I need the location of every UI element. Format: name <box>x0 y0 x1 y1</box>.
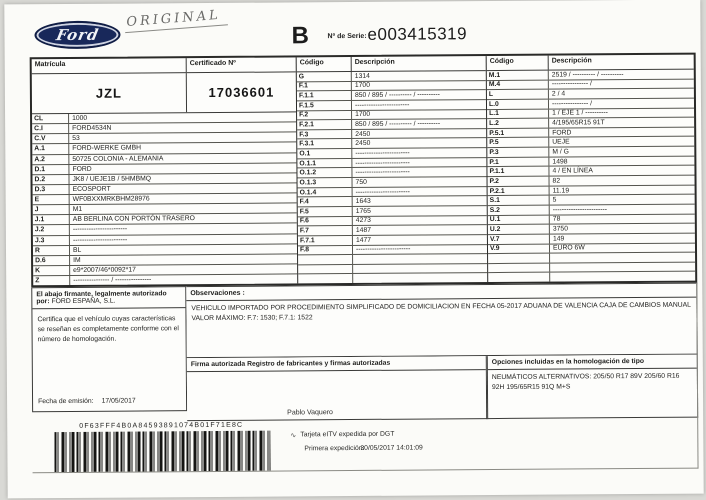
table-row <box>298 274 487 284</box>
table-row <box>488 272 695 282</box>
row-code: L.1 <box>487 109 549 118</box>
row-code: CL <box>32 114 69 123</box>
row-value: ------------------------ <box>354 101 410 109</box>
row-value: 11.19 <box>552 187 570 195</box>
row-code: P.1 <box>487 157 549 166</box>
right-header-row <box>487 55 694 71</box>
row-code: P.2 <box>488 177 550 186</box>
row-code: F.3.1 <box>297 139 352 148</box>
row-value: 1487 <box>355 226 372 235</box>
row-code: M.4 <box>487 80 549 89</box>
matricula-value: JZL <box>32 73 187 113</box>
certifier-header <box>32 287 185 309</box>
row-value: ------------------------ <box>72 226 128 234</box>
row-value: 1314 <box>354 72 370 80</box>
ford-logo-text: Ford <box>54 25 101 45</box>
row-value: M / G <box>552 148 569 156</box>
row-code: G <box>297 72 352 81</box>
row-code: L <box>487 90 549 99</box>
opciones-label: Opciones incluidas en la homologación de tipo <box>488 355 697 370</box>
row-value: FORD4534N <box>72 124 112 133</box>
row-value: ---------------- / <box>551 80 592 89</box>
row-code: U.2 <box>488 225 550 234</box>
row-value: AB BERLINA CON PORTÓN TRASERO <box>72 215 195 224</box>
row-code: A.2 <box>32 154 69 163</box>
row-value <box>550 262 695 272</box>
row-value: 1 / EJE 1 / ---------- <box>552 109 608 118</box>
observaciones-text: VEHICULO IMPORTADO POR PROCEDIMIENTO SIMPLIFICADO DE DOMICILIACION EN FECHA 05-2017 ADUANA DE VALENCIA CAJA DE CAMBIOS MANUAL VALOR MÁXIMO: F.7: 1530; F.7.1: 1522 <box>191 301 691 322</box>
firma-box <box>187 356 487 421</box>
firma-label: Firma autorizada Registro de fabricantes y firmas autorizadas <box>187 356 486 372</box>
primera-expedicion-value: 30/05/2017 14:01:09 <box>360 444 423 452</box>
row-value: ------------------------ <box>355 168 410 177</box>
row-value: BL <box>72 246 82 254</box>
row-code: C.V <box>32 134 69 143</box>
emission-date-value: 17/05/2017 <box>101 397 136 405</box>
row-code: J.1 <box>33 215 70 224</box>
row-value: 1700 <box>355 111 371 119</box>
row-code: F.7.1 <box>298 236 353 245</box>
row-value: ------------------------ <box>355 245 411 254</box>
row-value: 750 <box>355 178 367 186</box>
row-value <box>550 272 695 282</box>
row-code: D.1 <box>32 165 69 174</box>
row-value: M1 <box>72 206 83 214</box>
right-rows <box>487 70 695 282</box>
barcode <box>54 431 270 473</box>
row-code <box>488 273 550 282</box>
row-value: 2519 / ---------- / ---------- <box>551 70 624 79</box>
row-code: P.3 <box>487 148 549 157</box>
emission-date-label: Fecha de emisión: <box>38 397 94 406</box>
row-value: 78 <box>552 215 561 224</box>
row-code: L.2 <box>487 119 549 128</box>
row-value: 4/195/65R15 91T <box>552 119 605 127</box>
middle-rows <box>297 71 487 283</box>
row-code: S.1 <box>488 196 550 205</box>
emission-date-row <box>38 398 136 406</box>
row-code <box>298 274 353 283</box>
document-letter: B <box>291 22 309 50</box>
row-value: 1700 <box>354 82 371 90</box>
row-value: 5 <box>552 196 557 204</box>
row-value: 4273 <box>355 217 371 225</box>
codigo-header: Código <box>297 57 352 71</box>
row-value: ------------------------ <box>552 206 608 214</box>
row-value: ---------------- / <box>551 100 593 108</box>
row-code: O.1.2 <box>297 168 352 177</box>
row-value: 149 <box>552 235 565 243</box>
middle-header-row <box>297 56 486 72</box>
matricula-label: Matrícula <box>32 58 187 73</box>
certificado-value: 17036601 <box>208 84 275 101</box>
row-code: F.3 <box>297 130 352 139</box>
row-code: F.7 <box>298 226 353 235</box>
table-row <box>33 274 297 285</box>
row-value: JK8 / UEJE1B / 5HMBMQ <box>72 175 152 183</box>
row-code: O.1.3 <box>298 178 353 187</box>
row-value: ------------------------ <box>355 159 410 167</box>
handwritten-original-note: ORIGINAL <box>124 7 228 33</box>
observaciones-label: Observaciones : <box>186 284 696 302</box>
row-code: F.1.5 <box>297 101 352 110</box>
certificado-label: Certificado Nº <box>189 59 236 68</box>
row-code: R <box>33 246 70 255</box>
row-code: Z <box>33 276 70 285</box>
row-code: D.2 <box>32 175 69 184</box>
row-code: A.1 <box>32 144 69 153</box>
document-sheet <box>4 0 703 498</box>
row-code: J <box>33 205 70 214</box>
row-value: 50725 COLONIA - ALEMANIA <box>72 154 164 163</box>
row-code: V.9 <box>488 244 550 253</box>
row-value: 1643 <box>355 198 371 206</box>
row-code: F.1 <box>297 82 352 91</box>
descripcion-header: Descripción <box>551 57 592 65</box>
row-code: O.1 <box>297 149 352 158</box>
row-code: O.1.4 <box>298 188 353 197</box>
row-value: WF0BXXMRKBHM28976 <box>72 195 150 204</box>
row-value: FORD <box>72 165 92 173</box>
barcode-text: 0F63FFF4B0A84593891074B01F71E8C <box>79 421 244 430</box>
descripcion-header: Descripción <box>354 58 395 66</box>
row-value: FORD <box>552 129 572 137</box>
row-code: P.5 <box>487 138 549 147</box>
row-code <box>298 265 353 274</box>
row-value: ---------------- / ---------------- <box>73 276 152 285</box>
row-value: 2 / 4 <box>551 90 566 98</box>
row-value: EURO 6W <box>552 244 585 252</box>
row-value: ------------------------ <box>72 236 128 244</box>
spec-column-right <box>487 55 696 282</box>
id-block <box>32 72 296 114</box>
row-code: F.1.1 <box>297 91 352 100</box>
row-code: U.1 <box>488 215 550 224</box>
row-code: D.3 <box>33 185 70 194</box>
row-value: 2450 <box>355 140 371 148</box>
row-code: O.1.1 <box>297 159 352 168</box>
opciones-box <box>487 355 698 419</box>
row-code: F.5 <box>298 207 353 216</box>
left-rows <box>32 112 297 285</box>
row-value: 3750 <box>552 225 569 233</box>
row-value: 1765 <box>355 207 371 215</box>
row-value: 4 / EN LÍNEA <box>552 167 593 175</box>
row-value <box>353 264 487 274</box>
row-code: C.I <box>32 124 69 133</box>
certifier-box <box>31 286 187 412</box>
row-value: UEJE <box>552 138 570 146</box>
row-code: M.1 <box>487 71 549 80</box>
row-code <box>298 255 353 264</box>
row-value <box>353 254 487 264</box>
row-value: FORD-WERKE GMBH <box>72 144 142 153</box>
row-code: S.2 <box>488 206 550 215</box>
row-value: ECOSPORT <box>72 185 111 193</box>
codigo-header: Código <box>487 56 549 70</box>
row-value: ------------------------ <box>355 188 410 196</box>
row-code: J.2 <box>33 225 70 234</box>
spec-column-middle <box>297 56 489 283</box>
row-code: F.6 <box>298 217 353 226</box>
row-code: F.8 <box>298 246 353 255</box>
right-edge-line <box>696 283 698 469</box>
ford-logo <box>34 21 120 50</box>
row-value: IM <box>73 256 81 264</box>
row-value: 1498 <box>552 158 568 166</box>
row-code: V.7 <box>488 235 550 244</box>
serial-number-value: e003415319 <box>367 24 468 44</box>
row-code: L.0 <box>487 100 549 109</box>
primera-expedicion-label: Primera expedición: <box>304 444 365 453</box>
row-value: e9*2007/46*0092*17 <box>73 266 136 274</box>
row-value: 850 / 895 / ---------- / ---------- <box>355 120 441 129</box>
tarjeta-eitv-text: Tarjeta eITV expedida por DGT <box>300 430 395 439</box>
row-value: 82 <box>552 177 561 185</box>
row-value <box>353 274 487 284</box>
row-code: P.5.1 <box>487 128 549 137</box>
opciones-text: NEUMÁTICOS ALTERNATIVOS: 205/50 R17 89V 205/60 R16 92H 195/65R15 91Q M+S <box>491 372 680 391</box>
row-code: E <box>33 195 70 204</box>
row-value: 2450 <box>355 130 371 138</box>
row-value: 53 <box>72 135 80 143</box>
row-value: ------------------------ <box>355 149 410 157</box>
spec-table <box>30 53 698 288</box>
serial-number-label: Nº de Serie: <box>327 32 367 41</box>
certifier-header-label: El abajo firmante, legalmente autorizado por: <box>36 290 167 306</box>
certifier-company: FORD ESPAÑA, S.L. <box>51 297 116 306</box>
row-value <box>550 253 695 263</box>
row-code: F.2.1 <box>297 120 352 129</box>
spec-column-left <box>32 57 299 285</box>
observaciones-box <box>186 283 697 359</box>
row-code: P.1.1 <box>487 167 549 176</box>
row-value: 850 / 895 / ---------- / ---------- <box>354 91 440 100</box>
row-code <box>488 254 550 263</box>
row-code: P.2.1 <box>488 186 550 195</box>
row-code <box>488 263 550 272</box>
row-code: F.4 <box>298 197 353 206</box>
row-code: F.2 <box>297 111 352 120</box>
row-value: 1000 <box>72 114 88 123</box>
row-code: K <box>33 266 70 275</box>
row-code: J.3 <box>33 235 70 244</box>
signer-name: Pablo Vaquero <box>287 409 333 417</box>
pen-tick-mark: ∿ <box>290 432 297 440</box>
row-code: D.6 <box>33 256 70 265</box>
row-value: 1477 <box>355 236 372 244</box>
certifier-body-text: Certifica que el vehículo cuyas características se reseñan es completamente conforme con el número de homologación. <box>37 315 179 344</box>
